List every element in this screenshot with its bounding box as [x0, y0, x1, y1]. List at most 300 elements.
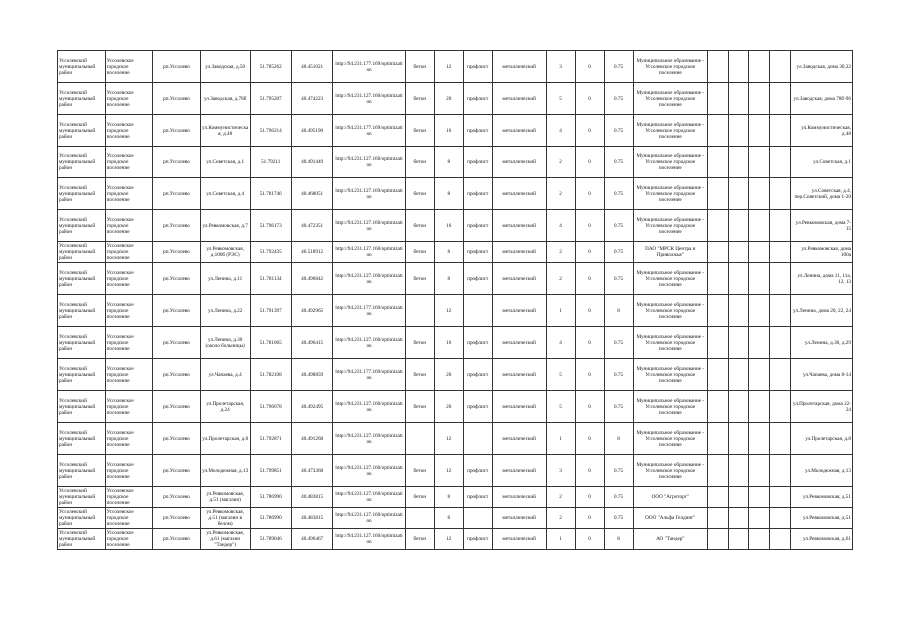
cell-owner: Муниципальное образование - Уссолевское городское поселение	[633, 455, 708, 487]
cell-volume: 0.75	[604, 51, 633, 83]
cell-district: Уссолевский муниципальный район	[58, 423, 106, 455]
cell-empty	[728, 51, 749, 83]
cell-empty	[728, 423, 749, 455]
cell-volume: 8	[604, 423, 633, 455]
cell-empty	[728, 242, 749, 263]
cell-area: 8	[434, 487, 463, 508]
cell-owner: Муниципальное образование - Уссолевское городское поселение	[633, 295, 708, 327]
cell-fence: металлический	[492, 455, 546, 487]
cell-empty	[770, 210, 791, 242]
cell-address: ул.Ленина, д.11	[200, 263, 250, 295]
cell-material: бетон	[405, 487, 434, 508]
cell-material: бетон	[405, 242, 434, 263]
cell-locality: рп.Уссолево	[153, 295, 201, 327]
cell-area: 20	[434, 391, 463, 423]
cell-fence: металлический	[492, 508, 546, 529]
cell-sources: ул.Ленина, дома 20, 22, 24	[790, 295, 852, 327]
cell-count2: 0	[575, 529, 604, 550]
cell-count2: 0	[575, 147, 604, 178]
cell-material	[405, 423, 434, 455]
cell-count2: 0	[575, 83, 604, 115]
cell-owner: Муниципальное образование - Уссолевское городское поселение	[633, 115, 708, 147]
cell-count2: 0	[575, 455, 604, 487]
cell-empty	[749, 51, 770, 83]
cell-sources: ул.Пролетарская, д.8	[790, 423, 852, 455]
cell-area: 12	[434, 423, 463, 455]
cell-count2: 0	[575, 423, 604, 455]
table-row	[58, 51, 853, 83]
cell-owner: Муниципальное образование - Уссолевское городское поселение	[633, 263, 708, 295]
cell-lon: 40.473368	[291, 455, 332, 487]
cell-settlement: Уссолевское городское поселение	[105, 210, 153, 242]
cell-locality: рп.Уссолево	[153, 178, 201, 210]
cell-lat: 51.791397	[250, 295, 291, 327]
cell-locality: рп.Уссолево	[153, 487, 201, 508]
waste-sites-table	[57, 50, 853, 550]
cell-lat: 51.781134	[250, 263, 291, 295]
cell-sources: ул.Чапаева, дома 8-14	[790, 359, 852, 391]
cell-lat: 51.795207	[250, 83, 291, 115]
cell-owner: Муниципальное образование - Уссолевское городское поселение	[633, 423, 708, 455]
cell-sources: ул.Пролетарская, дома 22-24	[790, 391, 852, 423]
cell-sources: ул.Заводская, дома 30,32	[790, 51, 852, 83]
cell-fence: металлический	[492, 423, 546, 455]
cell-sources: ул.Ревкомовская, дома 7-15	[790, 210, 852, 242]
cell-empty	[749, 391, 770, 423]
cell-district: Уссолевский муниципальный район	[58, 508, 106, 529]
table-row	[58, 455, 853, 487]
cell-fence: металлический	[492, 242, 546, 263]
cell-lon: 40.451021	[291, 51, 332, 83]
cell-material: бетон	[405, 327, 434, 359]
cell-empty	[728, 391, 749, 423]
cell-sources: ул.Ревкомовская, д.51	[790, 508, 852, 529]
cell-owner: Муниципальное образование - Уссолевское городское поселение	[633, 147, 708, 178]
cell-sources: ул.Коммунистическая, д.48	[790, 115, 852, 147]
cell-district: Уссолевский муниципальный район	[58, 327, 106, 359]
cell-lat: 51.781065	[250, 327, 291, 359]
cell-address: ул.Ленина, д.30 (около больницы)	[200, 327, 250, 359]
cell-url: http://94.231.127.160/optimization	[333, 242, 405, 263]
cell-empty	[708, 423, 729, 455]
cell-count1: 2	[546, 147, 575, 178]
cell-owner: Муниципальное образование - Уссолевское городское поселение	[633, 51, 708, 83]
cell-fence: металлический	[492, 359, 546, 391]
cell-count1: 2	[546, 178, 575, 210]
cell-empty	[728, 178, 749, 210]
cell-area: 16	[434, 327, 463, 359]
cell-lon: 40.498859	[291, 359, 332, 391]
cell-owner: Муниципальное образование - Уссолевское городское поселение	[633, 327, 708, 359]
cell-count2: 0	[575, 178, 604, 210]
cell-address: ул.Чапаева, д.4	[200, 359, 250, 391]
cell-address: ул.Ревкомовская, д.51 (магазин)	[200, 487, 250, 508]
cell-empty	[770, 423, 791, 455]
cell-cover	[463, 423, 492, 455]
cell-empty	[770, 391, 791, 423]
cell-district: Уссолевский муниципальный район	[58, 487, 106, 508]
cell-lon: 40.518912	[291, 242, 332, 263]
cell-area: 8	[434, 242, 463, 263]
cell-empty	[708, 455, 729, 487]
cell-fence: металлический	[492, 210, 546, 242]
cell-fence: металлический	[492, 115, 546, 147]
cell-url: http://94.231.177.169/optimization	[333, 359, 405, 391]
cell-count2: 0	[575, 391, 604, 423]
table-row	[58, 263, 853, 295]
cell-count1: 2	[546, 242, 575, 263]
cell-empty	[749, 327, 770, 359]
cell-empty	[749, 359, 770, 391]
cell-empty	[708, 359, 729, 391]
cell-count2: 0	[575, 359, 604, 391]
table-row	[58, 115, 853, 147]
cell-locality: рп.Уссолево	[153, 242, 201, 263]
cell-empty	[770, 242, 791, 263]
cell-empty	[749, 508, 770, 529]
cell-empty	[770, 487, 791, 508]
cell-empty	[749, 487, 770, 508]
cell-sources: ул.Советская, д.1	[790, 147, 852, 178]
cell-area: 8	[434, 178, 463, 210]
cell-owner: АО "Тандер"	[633, 529, 708, 550]
cell-url: http://94.231.127.160/optimization	[333, 263, 405, 295]
cell-owner: Муниципальное образование - Уссолевское городское поселение	[633, 210, 708, 242]
cell-volume: 0.75	[604, 359, 633, 391]
cell-url: http://94.231.127.160/optimization	[333, 83, 405, 115]
cell-cover: профлист	[463, 210, 492, 242]
cell-empty	[770, 178, 791, 210]
cell-empty	[770, 508, 791, 529]
cell-settlement: Уссолевское городское поселение	[105, 178, 153, 210]
cell-lat: 51.792435	[250, 242, 291, 263]
cell-area: 16	[434, 115, 463, 147]
cell-settlement: Уссолевское городское поселение	[105, 115, 153, 147]
cell-count1: 5	[546, 391, 575, 423]
cell-district: Уссолевский муниципальный район	[58, 359, 106, 391]
cell-material: бетон	[405, 359, 434, 391]
cell-owner: Муниципальное образование - Уссолевское городское поселение	[633, 359, 708, 391]
cell-locality: рп.Уссолево	[153, 83, 201, 115]
cell-empty	[770, 529, 791, 550]
cell-fence: металлический	[492, 178, 546, 210]
cell-lon: 40.483815	[291, 508, 332, 529]
cell-area: 8	[434, 508, 463, 529]
cell-empty	[749, 295, 770, 327]
cell-material: бетон	[405, 147, 434, 178]
cell-empty	[728, 455, 749, 487]
cell-address: ул.Пролетарская, д.24	[200, 391, 250, 423]
cell-lat: 51.781746	[250, 178, 291, 210]
cell-empty	[770, 263, 791, 295]
cell-empty	[708, 263, 729, 295]
cell-address: ул.Пролетарская, д.8	[200, 423, 250, 455]
cell-empty	[770, 455, 791, 487]
cell-count1: 3	[546, 51, 575, 83]
cell-count2: 0	[575, 263, 604, 295]
cell-owner: ООО "Альфа Гелдинг"	[633, 508, 708, 529]
cell-lat: 51.789046	[250, 529, 291, 550]
cell-count2: 0	[575, 51, 604, 83]
cell-address: ул.Советская, д.4	[200, 178, 250, 210]
cell-empty	[770, 115, 791, 147]
cell-address: ул.Ленина, д.22	[200, 295, 250, 327]
cell-lon: 40.491449	[291, 147, 332, 178]
cell-empty	[770, 51, 791, 83]
cell-count2: 0	[575, 115, 604, 147]
cell-empty	[770, 295, 791, 327]
cell-lon: 40.468051	[291, 178, 332, 210]
cell-volume: 0.75	[604, 487, 633, 508]
cell-lon: 40.496415	[291, 327, 332, 359]
cell-lon: 40.492965	[291, 295, 332, 327]
cell-url: http://94.231.177.169/optimization	[333, 115, 405, 147]
cell-volume: 0.75	[604, 115, 633, 147]
cell-fence: металлический	[492, 83, 546, 115]
cell-url: http://94.231.177.169/optimization	[333, 51, 405, 83]
cell-url: http://94.231.127.160/optimization	[333, 327, 405, 359]
cell-locality: рп.Уссолево	[153, 455, 201, 487]
cell-owner: ПАО "МРСК Центра и Приволжья"	[633, 242, 708, 263]
cell-cover: профлист	[463, 487, 492, 508]
cell-material: бетон	[405, 529, 434, 550]
cell-fence: металлический	[492, 391, 546, 423]
cell-locality: рп.Уссолево	[153, 147, 201, 178]
cell-count1: 4	[546, 115, 575, 147]
cell-url: http://94.231.127.169/optimization	[333, 178, 405, 210]
cell-count1: 5	[546, 359, 575, 391]
cell-district: Уссолевский муниципальный район	[58, 263, 106, 295]
cell-area: 12	[434, 295, 463, 327]
cell-district: Уссолевский муниципальный район	[58, 147, 106, 178]
table-row	[58, 423, 853, 455]
cell-volume: 0.75	[604, 263, 633, 295]
cell-area: 8	[434, 263, 463, 295]
cell-lat: 51.782108	[250, 359, 291, 391]
cell-empty	[770, 327, 791, 359]
cell-count1: 2	[546, 487, 575, 508]
cell-empty	[708, 115, 729, 147]
cell-cover: профлист	[463, 529, 492, 550]
cell-count2: 0	[575, 327, 604, 359]
table-row	[58, 147, 853, 178]
cell-empty	[708, 529, 729, 550]
table-row	[58, 508, 853, 529]
table-row	[58, 210, 853, 242]
cell-settlement: Уссолевское городское поселение	[105, 83, 153, 115]
cell-locality: рп.Уссолево	[153, 263, 201, 295]
cell-url: http://94.231.127.160/optimization	[333, 210, 405, 242]
cell-sources: ул.Заводская, дома 78б-96	[790, 83, 852, 115]
cell-volume: 0.75	[604, 391, 633, 423]
cell-lon: 40.474223	[291, 83, 332, 115]
cell-district: Уссолевский муниципальный район	[58, 455, 106, 487]
cell-volume: 0.75	[604, 147, 633, 178]
cell-empty	[708, 487, 729, 508]
cell-locality: рп.Уссолево	[153, 508, 201, 529]
cell-address: ул.Ревкомовская, д.7	[200, 210, 250, 242]
table-row	[58, 391, 853, 423]
cell-empty	[708, 327, 729, 359]
cell-count1: 4	[546, 210, 575, 242]
cell-count1: 2	[546, 508, 575, 529]
document-page	[57, 50, 905, 550]
cell-url: http://94.231.127.160/optimization	[333, 391, 405, 423]
cell-cover: профлист	[463, 178, 492, 210]
cell-cover: профлист	[463, 83, 492, 115]
cell-owner: ООО "Агроторг"	[633, 487, 708, 508]
cell-district: Уссолевский муниципальный район	[58, 529, 106, 550]
cell-volume: 0.75	[604, 508, 633, 529]
cell-owner: Муниципальное образование - Уссолевское городское поселение	[633, 83, 708, 115]
table-row	[58, 487, 853, 508]
cell-material: бетон	[405, 210, 434, 242]
cell-empty	[749, 178, 770, 210]
cell-lat: 51.786990	[250, 487, 291, 508]
cell-volume: 0.75	[604, 178, 633, 210]
cell-lon: 40.491268	[291, 423, 332, 455]
cell-empty	[770, 83, 791, 115]
cell-material: бетон	[405, 83, 434, 115]
cell-empty	[708, 147, 729, 178]
cell-address: ул.Заводская, д.78б	[200, 83, 250, 115]
cell-empty	[770, 147, 791, 178]
cell-lat: 51.79211	[250, 147, 291, 178]
cell-fence: металлический	[492, 263, 546, 295]
cell-url: http://94.231.127.160/optimization	[333, 455, 405, 487]
cell-cover: профлист	[463, 359, 492, 391]
cell-lon: 40.496842	[291, 263, 332, 295]
cell-area: 20	[434, 83, 463, 115]
cell-empty	[728, 210, 749, 242]
cell-fence: металлический	[492, 51, 546, 83]
table-row	[58, 529, 853, 550]
cell-url: http://94.231.127.160/optimization	[333, 487, 405, 508]
cell-district: Уссолевский муниципальный район	[58, 242, 106, 263]
cell-cover: профлист	[463, 242, 492, 263]
cell-cover: профлист	[463, 391, 492, 423]
cell-empty	[749, 115, 770, 147]
cell-area: 20	[434, 359, 463, 391]
cell-volume: 0.75	[604, 210, 633, 242]
cell-cover: профлист	[463, 455, 492, 487]
cell-empty	[749, 263, 770, 295]
cell-locality: рп.Уссолево	[153, 423, 201, 455]
cell-fence: металлический	[492, 327, 546, 359]
cell-volume: 0.75	[604, 327, 633, 359]
cell-settlement: Уссолевское городское поселение	[105, 327, 153, 359]
cell-material	[405, 295, 434, 327]
cell-empty	[728, 263, 749, 295]
cell-district: Уссолевский муниципальный район	[58, 83, 106, 115]
cell-area: 12	[434, 455, 463, 487]
cell-area: 8	[434, 147, 463, 178]
cell-address: ул.Советская, д.1	[200, 147, 250, 178]
cell-address: ул.Заводская, д.50	[200, 51, 250, 83]
cell-settlement: Уссолевское городское поселение	[105, 508, 153, 529]
cell-count2: 0	[575, 242, 604, 263]
cell-count2: 0	[575, 487, 604, 508]
table-row	[58, 83, 853, 115]
cell-cover	[463, 508, 492, 529]
cell-locality: рп.Уссолево	[153, 210, 201, 242]
cell-fence: металлический	[492, 487, 546, 508]
cell-empty	[728, 115, 749, 147]
cell-settlement: Уссолевское городское поселение	[105, 423, 153, 455]
cell-empty	[728, 83, 749, 115]
cell-locality: рп.Уссолево	[153, 529, 201, 550]
cell-area: 12	[434, 529, 463, 550]
cell-empty	[749, 455, 770, 487]
cell-address: ул.Ревкомовская, д.51 (магазин в белом)	[200, 508, 250, 529]
cell-url: http://94.231.127.160/optimization	[333, 147, 405, 178]
cell-empty	[728, 529, 749, 550]
cell-material: бетон	[405, 115, 434, 147]
cell-fence: металлический	[492, 147, 546, 178]
cell-empty	[728, 508, 749, 529]
cell-empty	[749, 83, 770, 115]
cell-url: http://94.231.127.160/optimization	[333, 508, 405, 529]
cell-empty	[708, 83, 729, 115]
cell-empty	[728, 487, 749, 508]
cell-settlement: Уссолевское городское поселение	[105, 263, 153, 295]
cell-sources: ул.Советская, д.4, пер.Советский, дома 1-20	[790, 178, 852, 210]
cell-lon: 40.496467	[291, 529, 332, 550]
cell-address: ул.Молодежная, д.13	[200, 455, 250, 487]
cell-cover	[463, 295, 492, 327]
cell-volume: 0.75	[604, 83, 633, 115]
cell-locality: рп.Уссолево	[153, 327, 201, 359]
cell-empty	[708, 51, 729, 83]
cell-locality: рп.Уссолево	[153, 115, 201, 147]
cell-district: Уссолевский муниципальный район	[58, 391, 106, 423]
cell-sources: ул.Ревкомовская, д.61	[790, 529, 852, 550]
cell-owner: Муниципальное образование - Уссолевское городское поселение	[633, 391, 708, 423]
cell-empty	[708, 391, 729, 423]
cell-count1: 5	[546, 83, 575, 115]
cell-district: Уссолевский муниципальный район	[58, 210, 106, 242]
cell-cover: профлист	[463, 115, 492, 147]
cell-empty	[728, 295, 749, 327]
table-row	[58, 359, 853, 391]
cell-material: бетон	[405, 263, 434, 295]
cell-material: бетон	[405, 51, 434, 83]
cell-lat: 51.799851	[250, 455, 291, 487]
cell-volume: 8	[604, 295, 633, 327]
cell-sources: ул.Ленина, д.30, д.29	[790, 327, 852, 359]
cell-lat: 51.796173	[250, 210, 291, 242]
table-row	[58, 327, 853, 359]
cell-empty	[708, 242, 729, 263]
cell-cover: профлист	[463, 147, 492, 178]
cell-count2: 0	[575, 295, 604, 327]
cell-empty	[728, 359, 749, 391]
cell-empty	[749, 423, 770, 455]
cell-material: бетон	[405, 391, 434, 423]
cell-cover: профлист	[463, 51, 492, 83]
cell-sources: ул.Ревкомовская, дома 100а	[790, 242, 852, 263]
cell-empty	[728, 147, 749, 178]
cell-settlement: Уссолевское городское поселение	[105, 242, 153, 263]
cell-fence: металлический	[492, 295, 546, 327]
cell-settlement: Уссолевское городское поселение	[105, 529, 153, 550]
cell-count1: 2	[546, 263, 575, 295]
cell-empty	[728, 327, 749, 359]
cell-settlement: Уссолевское городское поселение	[105, 295, 153, 327]
cell-count1: 4	[546, 327, 575, 359]
cell-settlement: Уссолевское городское поселение	[105, 391, 153, 423]
cell-count1: 1	[546, 423, 575, 455]
